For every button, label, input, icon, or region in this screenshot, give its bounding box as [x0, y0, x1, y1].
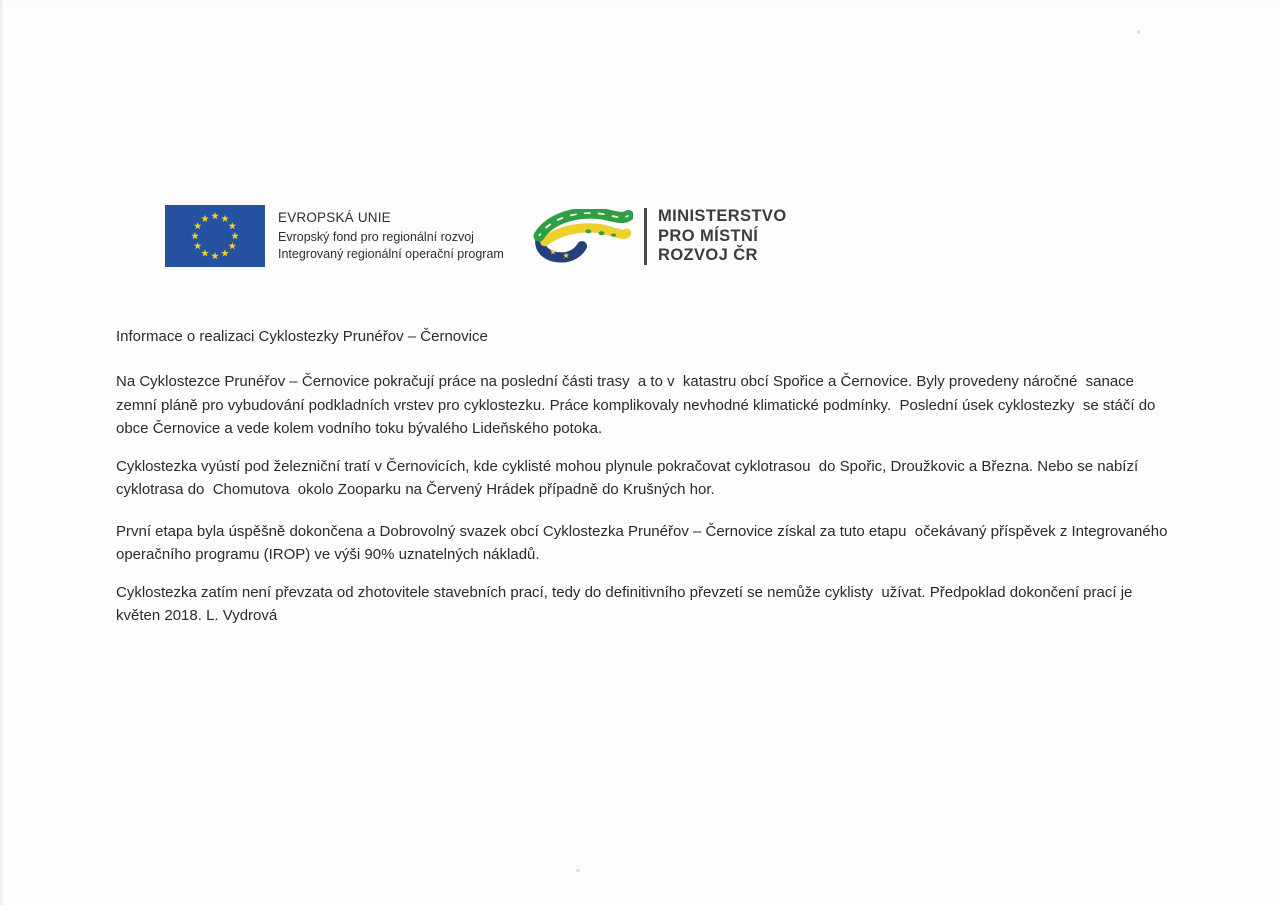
ministry-name-line-2: PRO MÍSTNÍ — [658, 226, 759, 245]
eu-logo-title: EVROPSKÁ UNIE — [278, 209, 391, 225]
document-body — [116, 326, 1179, 642]
paragraph-3: První etapa byla úspěšně dokončena a Dobrovolný svazek obcí Cyklostezka Prunéřov – Černovice získal za tuto etapu očekávaný příspěvek z Integrovaného operačního programu (IROP) ve výši 90% uznatelných nákladů. — [116, 522, 1172, 563]
eu-logo-subtitle-2: Integrovaný regionální operační program — [278, 246, 504, 261]
paragraph-4: Cyklostezka zatím není převzata od zhotovitele stavebních prací, tedy do definitivního převzetí se nemůže cyklisty užívat. Předpoklad dokončení prací je květen 2018. L. Vydrová — [116, 583, 1137, 624]
scan-artifact-dot — [1137, 30, 1140, 34]
ministry-logo-text — [658, 207, 787, 266]
ministry-name-line-1: MINISTERSTVO — [658, 207, 787, 225]
paragraph-2: Cyklostezka vyústí pod železniční tratí v Černovicích, kde cyklisté mohou plynule pokračovat cyklotrasou do Spořic, Droužkovic a Března. Nebo se nabízí cyklotrasa do Chomutova okolo Zooparku na Červený Hrádek případně do Krušných hor. — [116, 457, 1143, 498]
eu-logo-text — [278, 210, 504, 263]
ministry-logo-block — [529, 207, 787, 266]
scan-artifact-dot — [576, 869, 580, 872]
paragraph-1: Na Cyklostezce Prunéřov – Černovice pokračují práce na poslední části trasy a to v katastru obcí Spořice a Černovice. Byly provedeny náročné sanace zemní pláně pro vybudování podkladních vrstev pro cyklostezku. Práce komplikovaly nevhodné klimatické podmínky. Poslední úsek cyklostezky se stáčí do obce Černovice a vede kolem vodního toku bývalého Lideňského potoka. — [116, 373, 1160, 437]
ministry-name-line-3: ROZVOJ ČR — [658, 246, 758, 264]
eu-logo-block — [165, 205, 504, 267]
eu-logo-subtitle-1: Evropský fond pro regionální rozvoj — [278, 229, 474, 244]
ministry-logo-icon — [529, 209, 633, 263]
eu-flag-icon — [165, 205, 265, 267]
document-title: Informace o realizaci Cyklostezky Prunéřov – Černovice — [116, 328, 488, 345]
logo-divider — [644, 208, 647, 265]
